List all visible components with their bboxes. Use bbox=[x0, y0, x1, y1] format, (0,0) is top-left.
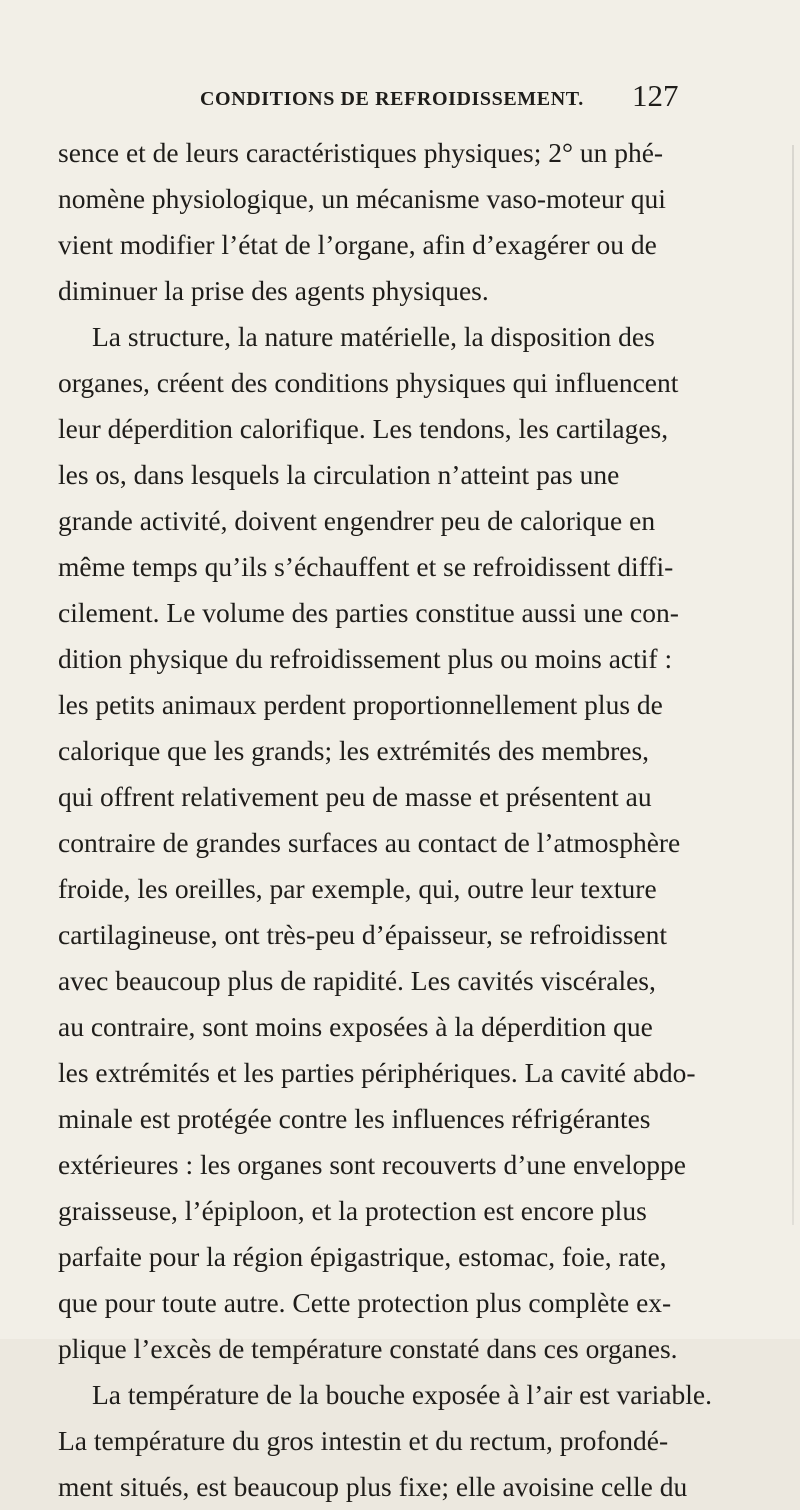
text-line: graisseuse, l’épiploon, et la protection est encore plus bbox=[58, 1195, 647, 1226]
body-text bbox=[58, 130, 712, 1510]
text-line: La structure, la nature matérielle, la disposition des bbox=[92, 321, 655, 352]
text-line: qui offrent relativement peu de masse et présentent au bbox=[58, 781, 652, 812]
scan-edge-shadow bbox=[792, 145, 794, 1225]
text-line: diminuer la prise des agents physiques. bbox=[58, 275, 489, 306]
text-line: plique l’excès de température constaté dans ces organes. bbox=[58, 1333, 678, 1364]
text-line: leur déperdition calorifique. Les tendons, les cartilages, bbox=[58, 413, 669, 444]
text-line: au contraire, sont moins exposées à la déperdition que bbox=[58, 1011, 653, 1042]
page-header bbox=[0, 78, 800, 118]
text-line: sence et de leurs caractéristiques physiques; 2° un phé- bbox=[58, 137, 664, 168]
running-title: CONDITIONS DE REFROIDISSEMENT. bbox=[200, 88, 584, 110]
text-line: froide, les oreilles, par exemple, qui, outre leur texture bbox=[58, 873, 657, 904]
text-line: vient modifier l’état de l’organe, afin d’exagérer ou de bbox=[58, 229, 657, 260]
text-line: minale est protégée contre les influences réfrigérantes bbox=[58, 1103, 651, 1134]
text-line: parfaite pour la région épigastrique, estomac, foie, rate, bbox=[58, 1241, 667, 1272]
text-line: La température de la bouche exposée à l’air est variable. bbox=[92, 1379, 712, 1410]
text-line: extérieures : les organes sont recouverts d’une enveloppe bbox=[58, 1149, 686, 1180]
text-line: contraire de grandes surfaces au contact de l’atmosphère bbox=[58, 827, 681, 858]
text-line: nomène physiologique, un mécanisme vaso-moteur qui bbox=[58, 183, 666, 214]
text-line: les extrémités et les parties périphériques. La cavité abdo- bbox=[58, 1057, 696, 1088]
text-line: que pour toute autre. Cette protection plus complète ex- bbox=[58, 1287, 672, 1318]
page-number: 127 bbox=[632, 78, 679, 113]
text-line: dition physique du refroidissement plus ou moins actif : bbox=[58, 643, 673, 674]
text-line: calorique que les grands; les extrémités des membres, bbox=[58, 735, 650, 766]
text-line: même temps qu’ils s’échauffent et se refroidissent diffi- bbox=[58, 551, 674, 582]
handwritten-margin-note bbox=[688, 653, 798, 707]
text-line: grande activité, doivent engendrer peu de calorique en bbox=[58, 505, 656, 536]
text-line: cartilagineuse, ont très-peu d’épaisseur, se refroidissent bbox=[58, 919, 668, 950]
text-line: organes, créent des conditions physiques qui influencent bbox=[58, 367, 679, 398]
text-line: avec beaucoup plus de rapidité. Les cavités viscérales, bbox=[58, 965, 656, 996]
text-line: les petits animaux perdent proportionnellement plus de bbox=[58, 689, 663, 720]
text-line: ment situés, est beaucoup plus fixe; elle avoisine celle du bbox=[58, 1471, 688, 1502]
text-line: cilement. Le volume des parties constitue aussi une con- bbox=[58, 597, 679, 628]
text-line: La température du gros intestin et du rectum, profondé- bbox=[58, 1425, 669, 1456]
text-line: les os, dans lesquels la circulation n’atteint pas une bbox=[58, 459, 620, 490]
